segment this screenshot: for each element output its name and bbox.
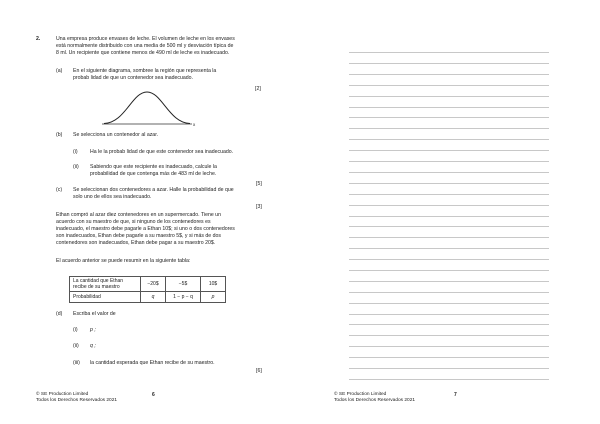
answer-line	[349, 226, 549, 227]
answer-line	[349, 96, 549, 97]
answer-line	[349, 237, 549, 238]
table-row1-label-line-2: recibe de su maestro	[73, 284, 120, 290]
normal-curve-diagram	[100, 84, 200, 130]
question-number: 2.	[36, 36, 41, 42]
answer-line	[349, 63, 549, 64]
answer-line	[349, 270, 549, 271]
page-number-right: 7	[454, 392, 457, 398]
part-b-ii-line-1: Sabiendo que este recipiente es inadecuado, calcule la	[90, 164, 217, 170]
intro-line-3: 8 ml. Un recipiente que contiene menos de 490 ml de leche es inadecuado.	[56, 50, 230, 56]
table-cell: q	[141, 292, 166, 303]
story-line-3: inadecuado, el maestro debe pagarle a Ethan 10$; si uno o dos contenedores	[56, 226, 235, 232]
answer-line	[349, 161, 549, 162]
answer-line	[349, 346, 549, 347]
part-b-i-text: Ha le la probab lidad de que este contenedor sea inadecuado.	[90, 149, 234, 155]
answer-line	[349, 248, 549, 249]
part-d-label: (d)	[56, 311, 63, 317]
answer-line	[349, 117, 549, 118]
answer-line	[349, 303, 549, 304]
part-c-line-2: solo uno de ellos sea inadecuado.	[73, 194, 152, 200]
story-line-5: contenedores son inadecuados, Ethan debe pagar a su maestro 20$.	[56, 240, 216, 246]
answer-line	[349, 281, 549, 282]
answer-line	[349, 259, 549, 260]
part-d-ii-text: q ;	[90, 343, 96, 349]
table-row1-label-line-1: La cantidad que Ethan	[73, 278, 124, 284]
part-d-iii-text: la cantidad esperada que Ethan recibe de su maestro.	[90, 360, 215, 366]
part-a-line-1: En el siguiente diagrama, sombree la región que representa la	[73, 68, 217, 74]
part-d-i-label: (i)	[73, 327, 78, 333]
table-row1-label	[70, 277, 141, 292]
answer-line	[349, 194, 549, 195]
part-b-i-label: (i)	[73, 149, 78, 155]
answer-line	[349, 216, 549, 217]
answer-line	[349, 357, 549, 358]
answer-line	[349, 292, 549, 293]
part-c-line-1: Se seleccionan dos contenedores a azar. Halle la probabilidad de que	[73, 187, 234, 193]
part-b-marks: [5]	[256, 181, 262, 187]
answer-line	[349, 324, 549, 325]
agreement-table	[69, 276, 226, 303]
page-number-left: 6	[152, 392, 155, 398]
part-d-marks: [6]	[256, 368, 262, 374]
part-d-i-text: p ;	[90, 327, 96, 333]
part-d-text: Escriba el valor de	[73, 311, 116, 317]
answer-line	[349, 150, 549, 151]
table-cell: −20$	[141, 277, 166, 292]
answer-line	[349, 107, 549, 108]
answer-line	[349, 172, 549, 173]
story-line-2: acuerdo con su maestro de que, si ninguno de los contenedores es	[56, 219, 211, 225]
answer-line	[349, 52, 549, 53]
table-intro: El acuerdo anterior se puede resumir en la siguiente tabla:	[56, 258, 191, 264]
part-b-label: (b)	[56, 132, 63, 138]
footer-left-line-2: Todos los Derechos Reservados 2021	[36, 398, 118, 403]
story-line-4: son inadecuados, Ethan debe pagarle a su maestro 5$, y si más de dos	[56, 233, 221, 239]
part-a-marks: [2]	[255, 86, 261, 92]
table-cell: 1 − p − q	[166, 292, 201, 303]
part-d-ii-label: (ii)	[73, 343, 79, 349]
answer-line	[349, 368, 549, 369]
intro-line-2: está normalmente distribuido con una media de 500 ml y desviación típica de	[56, 43, 234, 49]
answer-line	[349, 128, 549, 129]
table-cell: −5$	[166, 277, 201, 292]
table-row2-label: Probabilidad	[70, 292, 141, 303]
answer-line	[349, 335, 549, 336]
table-cell: 10$	[201, 277, 226, 292]
footer-right-line-2: Todos los Derechos Reservados 2021	[334, 398, 416, 403]
footer-left-line-1: © SE Production Limited	[36, 392, 89, 397]
answer-line	[349, 85, 549, 86]
part-c-label: (c)	[56, 187, 63, 193]
story-line-1: Ethan compró al azar diez contenedores en un supermercado. Tiene un	[56, 212, 221, 218]
part-a-label: (a)	[56, 68, 63, 74]
answer-line	[349, 74, 549, 75]
answer-line	[349, 314, 549, 315]
intro-line-1: Una empresa produce envases de leche. El volumen de leche en los envases	[56, 36, 235, 42]
part-a-line-2: probab lidad de que un contenedor sea inadecuado.	[73, 75, 193, 81]
table-row	[70, 292, 226, 303]
part-b-ii-label: (ii)	[73, 164, 79, 170]
answer-line	[349, 379, 549, 380]
answer-line	[349, 183, 549, 184]
answer-line	[349, 139, 549, 140]
part-d-iii-label: (iii)	[73, 360, 80, 366]
axis-x-label: x	[193, 122, 196, 127]
table-cell: p	[201, 292, 226, 303]
footer-right-line-1: © SE Production Limited	[334, 392, 387, 397]
table-row	[70, 277, 226, 292]
part-c-marks: [3]	[256, 204, 262, 210]
bell-curve	[104, 92, 190, 124]
answer-line	[349, 205, 549, 206]
part-b-text: Se selecciona un contenedor al azar.	[73, 132, 159, 138]
part-b-ii-line-2: probabilidad de que contenga más de 483 ml de leche.	[90, 171, 217, 177]
